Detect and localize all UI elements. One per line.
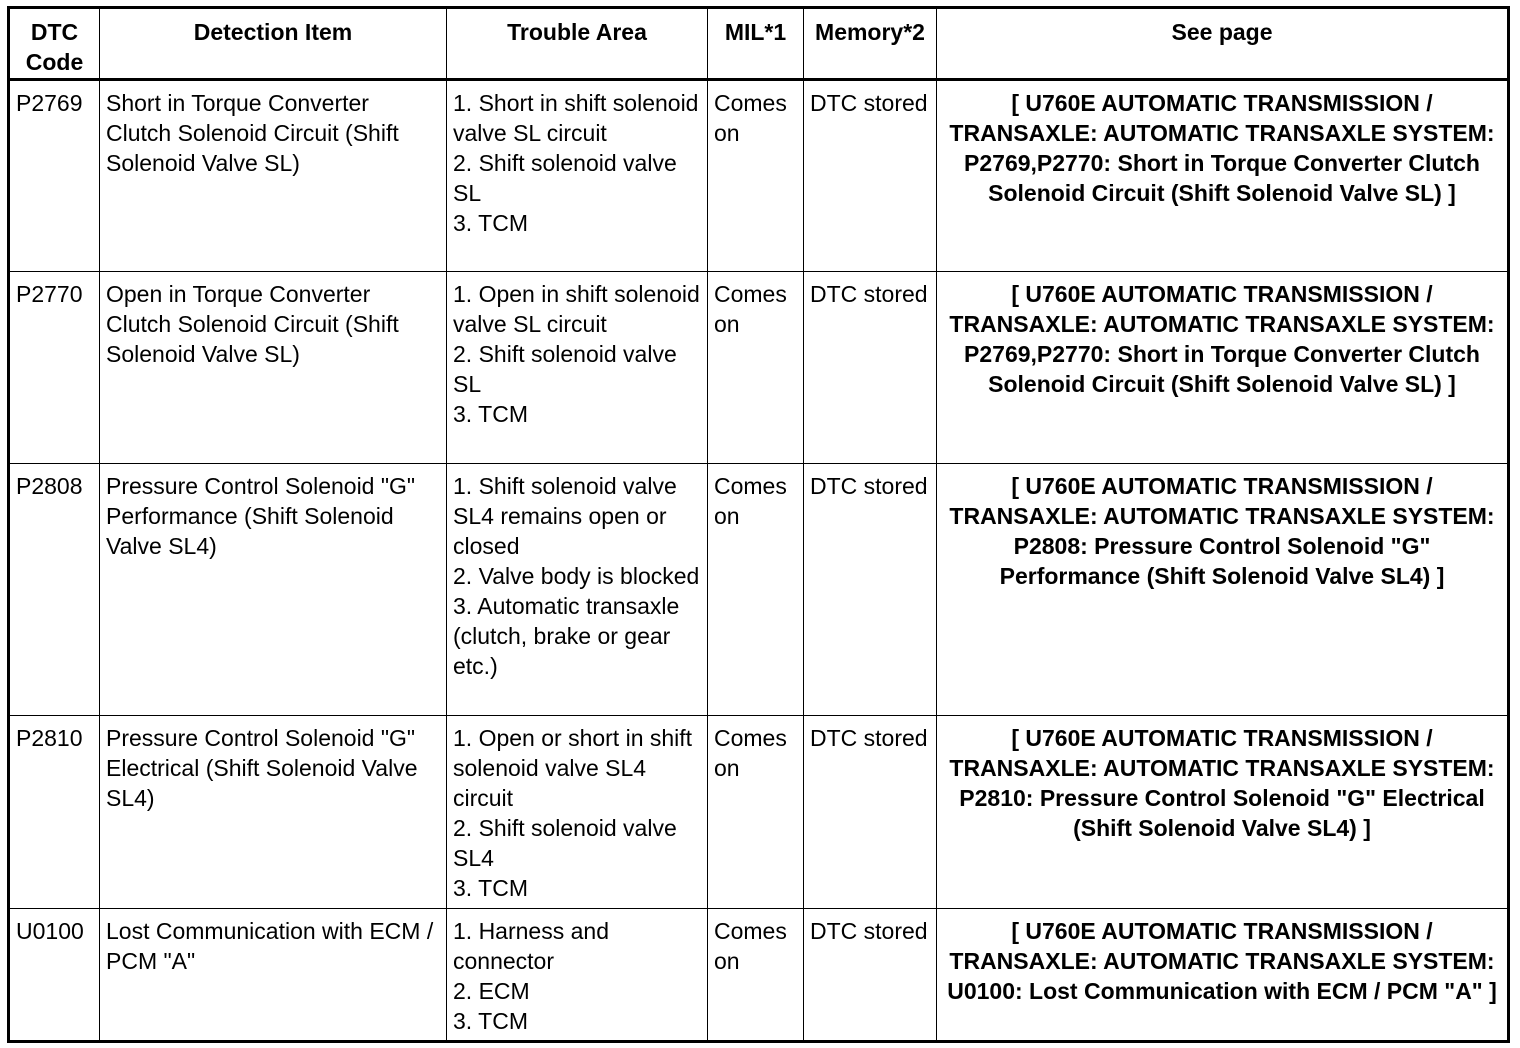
trouble-area-item: 1. Shift solenoid valve SL4 remains open or closed [453,473,677,559]
see-page-link[interactable]: [ U760E AUTOMATIC TRANSMISSION / TRANSAXLE: AUTOMATIC TRANSAXLE SYSTEM: P2810: Pressure Control Solenoid "G" Electrical (Shift Solenoid Valve SL4) ] [937,716,1509,909]
trouble-area-cell [447,80,708,272]
memory-cell: DTC stored [804,80,937,272]
table-row [9,80,1509,272]
dtc-code-cell: P2808 [9,464,100,716]
header-dtc-code-line-1: DTC [30,19,79,45]
mil-cell: Comes on [708,80,804,272]
trouble-area-item: 3. TCM [453,875,528,901]
header-dtc-code-line-2: Code [25,49,84,75]
dtc-code-cell: P2810 [9,716,100,909]
trouble-area-item: 2. Shift solenoid valve SL [453,341,677,397]
header-dtc-code [9,8,100,80]
trouble-area-item: 1. Open or short in shift solenoid valve SL4 circuit [453,725,693,811]
memory-cell: DTC stored [804,909,937,1042]
dtc-code-cell: P2769 [9,80,100,272]
dtc-code-cell: P2770 [9,272,100,464]
trouble-area-item: 1. Short in shift solenoid valve SL circuit [453,90,699,146]
trouble-area-item: 3. TCM [453,1008,528,1034]
trouble-area-item: 1. Open in shift solenoid valve SL circuit [453,281,700,337]
trouble-area-item: 3. Automatic transaxle (clutch, brake or gear etc.) [453,593,680,679]
header-memory: Memory*2 [804,8,937,80]
trouble-area-item: 2. Shift solenoid valve SL4 [453,815,677,871]
dtc-code-cell: U0100 [9,909,100,1042]
mil-cell: Comes on [708,909,804,1042]
table-row [9,716,1509,909]
table-row [9,272,1509,464]
detection-item-cell: Open in Torque Converter Clutch Solenoid Circuit (Shift Solenoid Valve SL) [100,272,447,464]
see-page-link[interactable]: [ U760E AUTOMATIC TRANSMISSION / TRANSAXLE: AUTOMATIC TRANSAXLE SYSTEM: U0100: Lost Communication with ECM / PCM "A" ] [937,909,1509,1042]
trouble-area-item: 1. Harness and connector [453,918,609,974]
trouble-area-cell [447,272,708,464]
detection-item-cell: Pressure Control Solenoid "G" Electrical (Shift Solenoid Valve SL4) [100,716,447,909]
table-row [9,464,1509,716]
header-mil: MIL*1 [708,8,804,80]
header-trouble-area: Trouble Area [447,8,708,80]
trouble-area-item: 3. TCM [453,401,528,427]
see-page-link[interactable]: [ U760E AUTOMATIC TRANSMISSION / TRANSAXLE: AUTOMATIC TRANSAXLE SYSTEM: P2769,P2770: Short in Torque Converter Clutch Solenoid Circuit (Shift Solenoid Valve SL) ] [937,272,1509,464]
memory-cell: DTC stored [804,464,937,716]
trouble-area-item: 2. ECM [453,978,530,1004]
table-row [9,909,1509,1042]
mil-cell: Comes on [708,464,804,716]
detection-item-cell: Pressure Control Solenoid "G" Performance (Shift Solenoid Valve SL4) [100,464,447,716]
trouble-area-cell [447,909,708,1042]
trouble-area-cell [447,464,708,716]
header-detection-item: Detection Item [100,8,447,80]
header-see-page: See page [937,8,1509,80]
mil-cell: Comes on [708,272,804,464]
see-page-link[interactable]: [ U760E AUTOMATIC TRANSMISSION / TRANSAXLE: AUTOMATIC TRANSAXLE SYSTEM: P2769,P2770: Short in Torque Converter Clutch Solenoid Circuit (Shift Solenoid Valve SL) ] [937,80,1509,272]
trouble-area-cell [447,716,708,909]
trouble-area-item: 2. Valve body is blocked [453,563,700,589]
memory-cell: DTC stored [804,716,937,909]
detection-item-cell: Lost Communication with ECM / PCM "A" [100,909,447,1042]
trouble-area-item: 2. Shift solenoid valve SL [453,150,677,206]
dtc-table [7,6,1510,1043]
memory-cell: DTC stored [804,272,937,464]
mil-cell: Comes on [708,716,804,909]
see-page-link[interactable]: [ U760E AUTOMATIC TRANSMISSION / TRANSAXLE: AUTOMATIC TRANSAXLE SYSTEM: P2808: Pressure Control Solenoid "G" Performance (Shift Solenoid Valve SL4) ] [937,464,1509,716]
trouble-area-item: 3. TCM [453,210,528,236]
detection-item-cell: Short in Torque Converter Clutch Solenoid Circuit (Shift Solenoid Valve SL) [100,80,447,272]
header-row [9,8,1509,80]
